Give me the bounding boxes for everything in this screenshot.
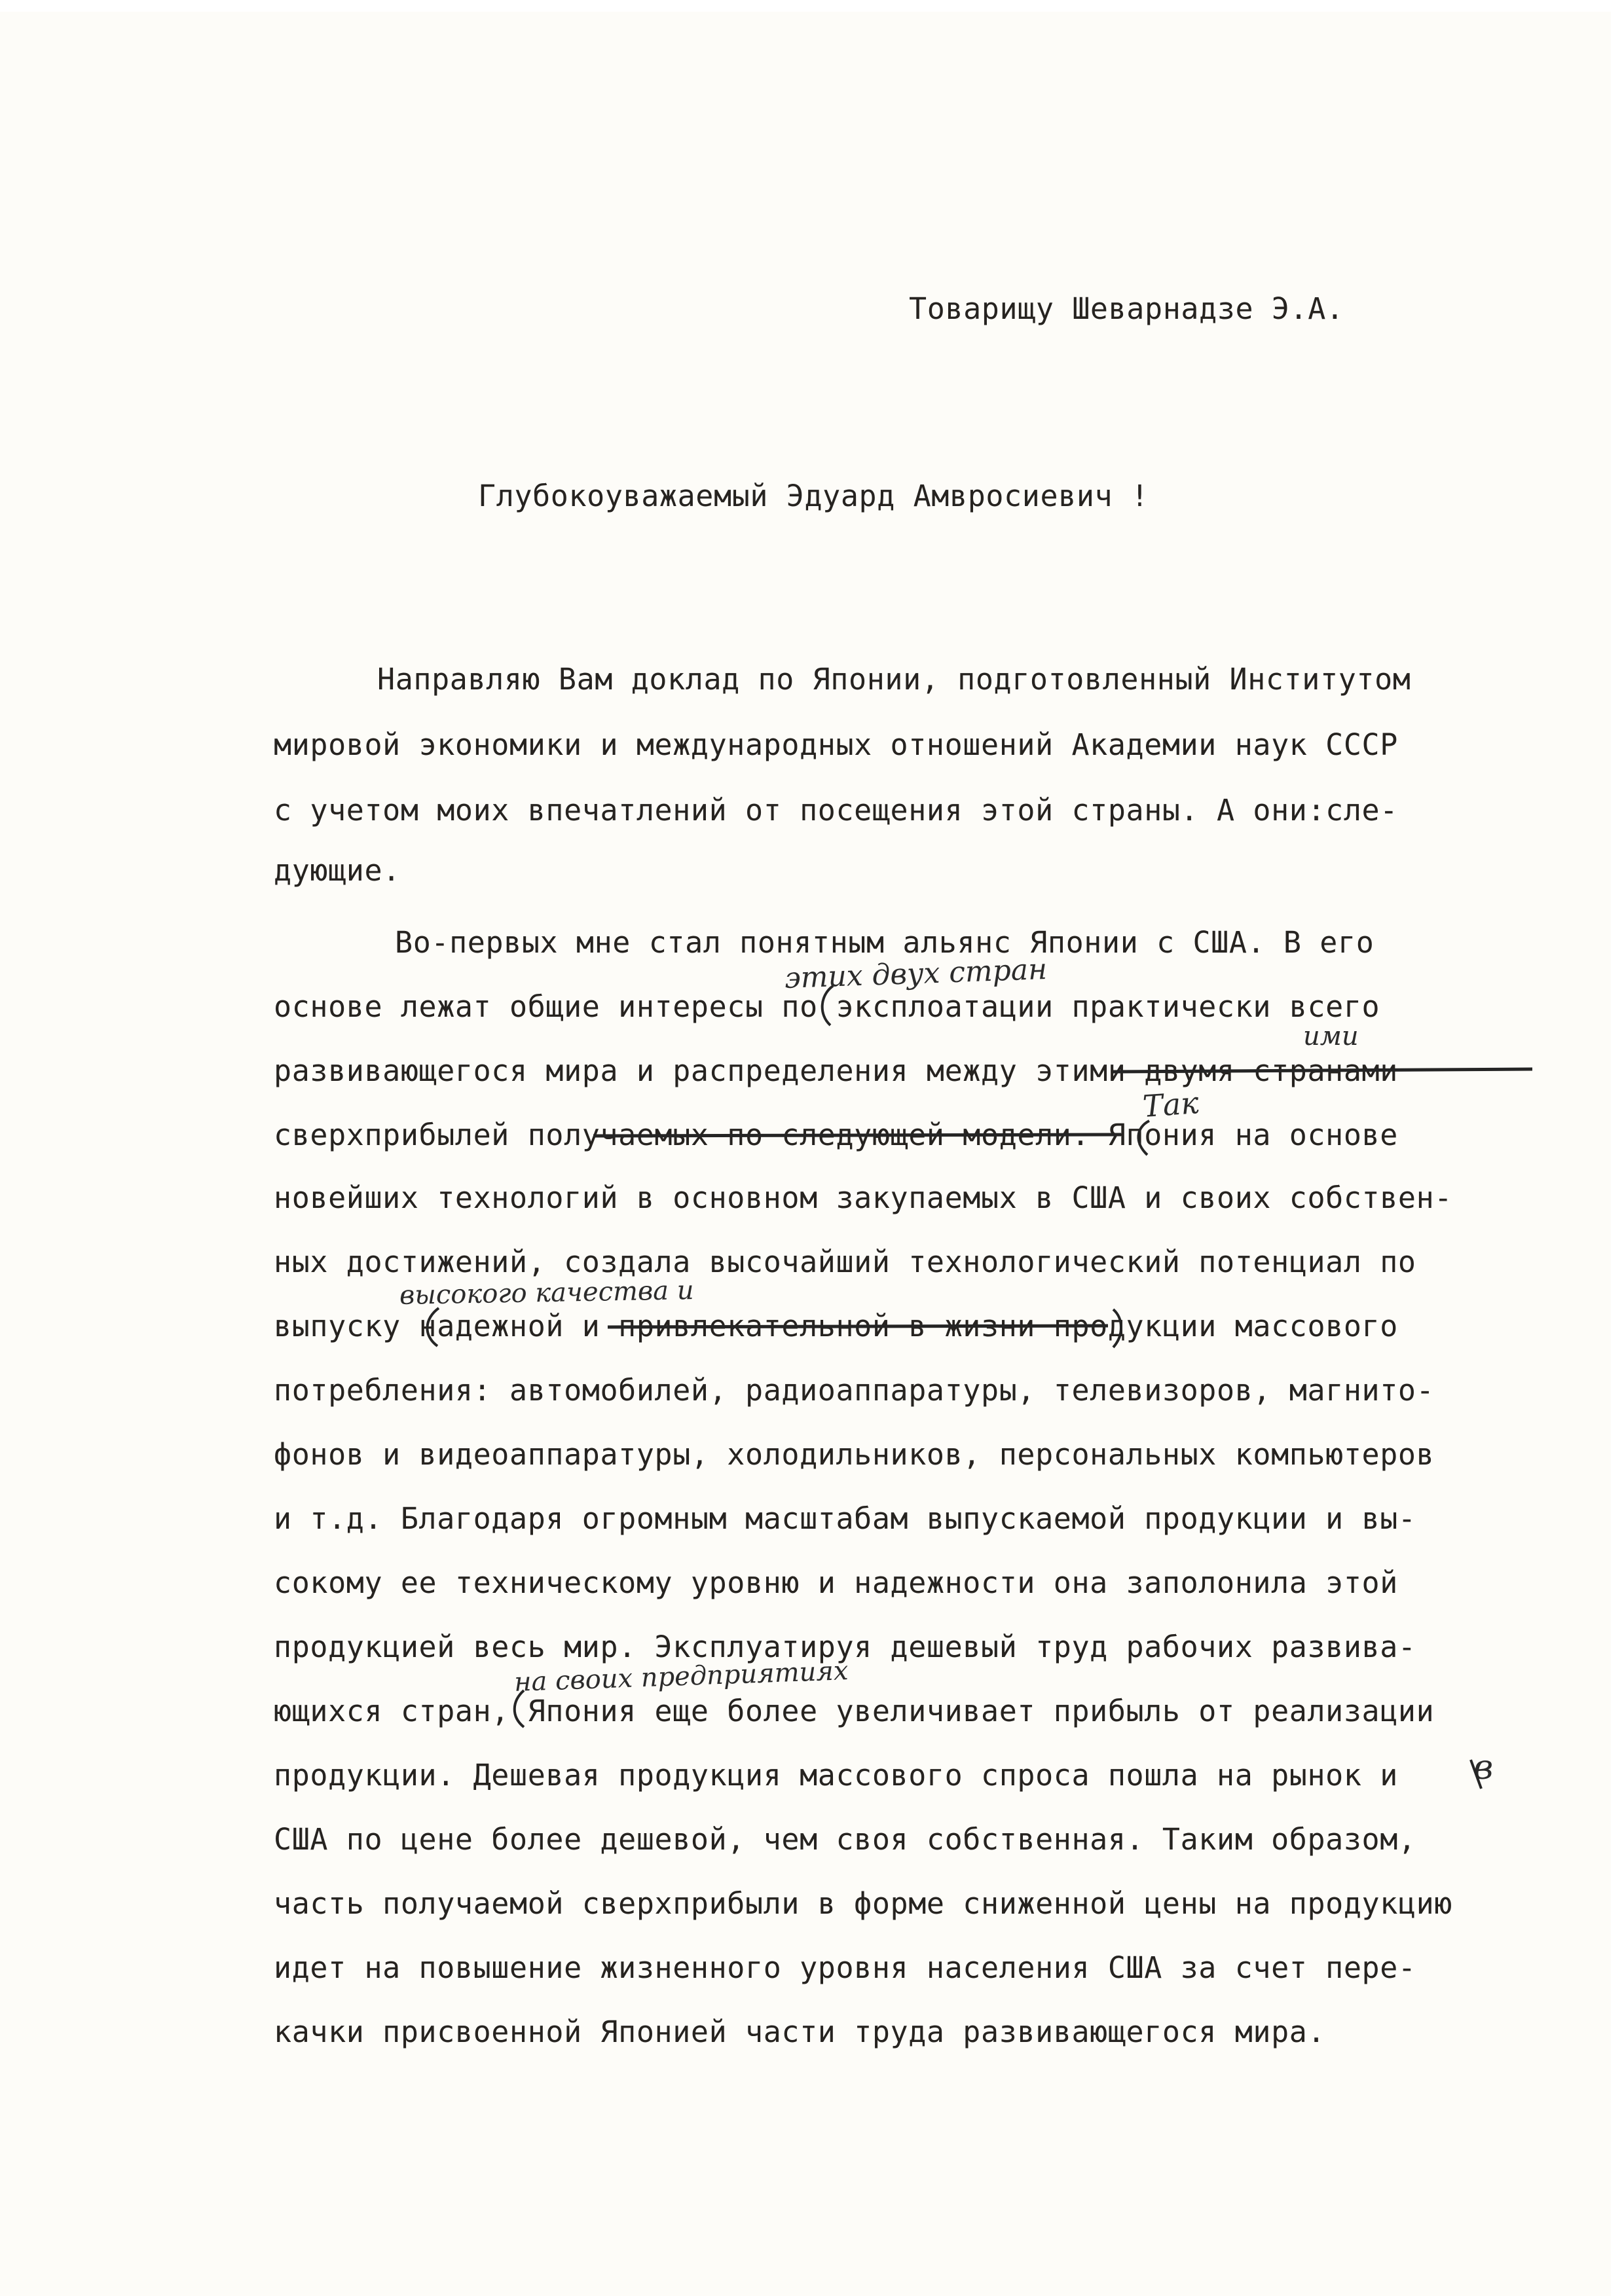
body-line-4: дующие. bbox=[274, 853, 401, 888]
body-line-11: выпуску надежной и привлекательной в жизни продукции массового bbox=[274, 1309, 1398, 1343]
body-line-19: США по цене более дешевой, чем своя собственная. Таким образом, bbox=[274, 1822, 1416, 1857]
body-line-7 bbox=[274, 1051, 1398, 1091]
body-line-16: продукцией весь мир. Эксплуатируя дешевый труд рабочих развива- bbox=[274, 1630, 1416, 1664]
body-line-14: и т.д. Благодаря огромным масштабам выпускаемой продукции и вы- bbox=[274, 1501, 1416, 1536]
body-line-6: основе лежат общие интересы по эксплоатации практически всего bbox=[274, 989, 1380, 1024]
body-line-3: с учетом моих впечатлений от посещения этой страны. А они:сле- bbox=[274, 793, 1398, 828]
salutation: Глубокоуважаемый Эдуард Амвросиевич ! bbox=[478, 479, 1149, 513]
body-line-15: сокому ее техническому уровню и надежности она заполонила этой bbox=[274, 1565, 1398, 1600]
body-line-17: ющихся стран, Япония еще более увеличивает прибыль от реализации bbox=[274, 1694, 1435, 1728]
body-line-18: продукции. Дешевая продукция массового спроса пошла на рынок и bbox=[274, 1758, 1398, 1793]
handwritten-insertion-them: ими bbox=[1303, 1021, 1359, 1051]
body-line-7-text: развивающегося мира и распределения между этими двумя странами bbox=[274, 1053, 1398, 1088]
body-line-21: идет на повышение жизненного уровня населения США за счет пере- bbox=[274, 1950, 1416, 1985]
body-line-20: часть получаемой сверхприбыли в форме сниженной цены на продукцию bbox=[274, 1886, 1452, 1921]
addressee: Товарищу Шеварнадзе Э.А. bbox=[909, 291, 1344, 326]
body-line-5: Во-первых мне стал понятным альянс Японии с США. В его bbox=[395, 925, 1375, 960]
handwritten-insertion-at-own-enterprises: на своих предприятиях bbox=[513, 1656, 849, 1698]
handwritten-insertion-these-two-countries: этих двух стран bbox=[784, 953, 1048, 995]
body-line-13: фонов и видеоаппаратуры, холодильников, персональных компьютеров bbox=[274, 1437, 1435, 1472]
body-line-9: новейших технологий в основном закупаемых в США и своих собствен- bbox=[274, 1180, 1452, 1215]
body-line-8: сверхприбылей получаемых по следующей модели. Япония на основе bbox=[274, 1118, 1398, 1152]
body-line-1: Направляю Вам доклад по Японии, подготовленный Институтом bbox=[377, 662, 1411, 697]
body-line-10: ных достижений, создала высочайший технологический потенциал по bbox=[274, 1245, 1416, 1279]
handwritten-insertion-so: Так bbox=[1141, 1085, 1200, 1124]
body-line-2: мировой экономики и международных отношений Академии наук СССР bbox=[274, 727, 1398, 762]
body-line-22: качки присвоенной Японией части труда развивающегося мира. bbox=[274, 2014, 1326, 2049]
handwritten-insertion-in: в bbox=[1473, 1748, 1494, 1787]
handwritten-insertion-high-quality: высокого качества и bbox=[399, 1275, 694, 1311]
body-line-12: потребления: автомобилей, радиоаппаратуры, телевизоров, магнито- bbox=[274, 1373, 1435, 1408]
